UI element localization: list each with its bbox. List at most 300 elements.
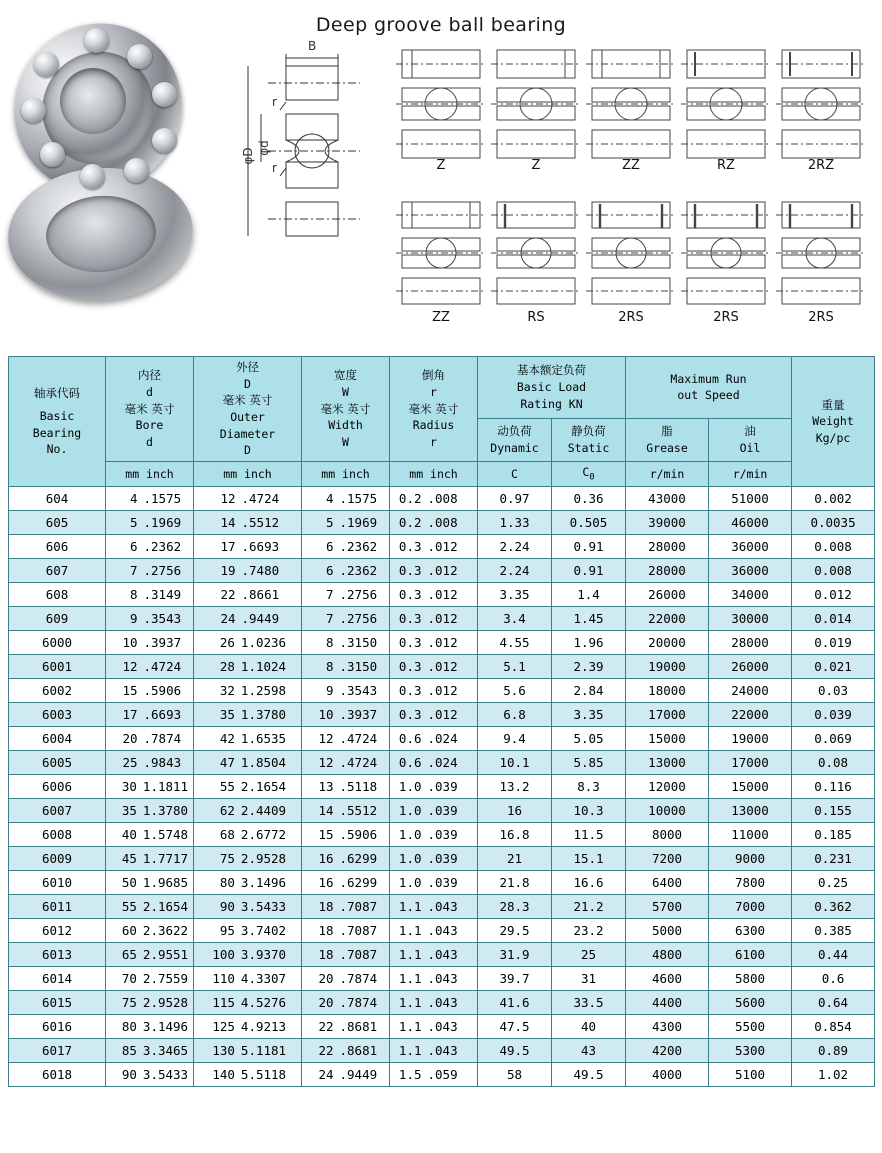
cell-bore bbox=[106, 967, 194, 991]
table-row bbox=[9, 655, 875, 679]
th-load-en1: Basic Load bbox=[516, 380, 587, 395]
cell-outer-diameter bbox=[194, 487, 302, 511]
cell-bore bbox=[106, 871, 194, 895]
cell-outer-diameter-mm: 62 bbox=[219, 803, 235, 819]
cell-outer-diameter bbox=[194, 631, 302, 655]
th-dynamic-load bbox=[478, 418, 552, 461]
cell-static-load: 3.35 bbox=[552, 703, 626, 727]
cell-bore-inch: 3.5433 bbox=[142, 1067, 189, 1083]
th-bore-sym: d bbox=[146, 385, 153, 399]
cell-width-mm: 18 bbox=[318, 947, 334, 963]
cell-oil-speed: 5300 bbox=[709, 1039, 792, 1063]
table-row bbox=[9, 607, 875, 631]
cell-outer-diameter-inch: .7480 bbox=[241, 563, 280, 579]
cell-width bbox=[302, 1015, 390, 1039]
cell-oil-speed: 5100 bbox=[709, 1063, 792, 1087]
cell-radius-mm: 0.6 bbox=[398, 755, 422, 771]
th-dynamic-cn: 动负荷 bbox=[497, 424, 532, 439]
cell-bore-inch: .2362 bbox=[143, 539, 182, 555]
th-grease-units: r/min bbox=[626, 462, 709, 487]
cell-static-load: 5.05 bbox=[552, 727, 626, 751]
cell-width-inch: .5906 bbox=[339, 827, 378, 843]
cell-weight: 0.25 bbox=[792, 871, 875, 895]
cell-width-mm: 8 bbox=[325, 635, 334, 651]
cell-width bbox=[302, 511, 390, 535]
cell-grease-speed: 28000 bbox=[626, 559, 709, 583]
cell-width-inch: .7874 bbox=[339, 971, 378, 987]
cell-radius-inch: .039 bbox=[427, 851, 458, 867]
cell-grease-speed: 18000 bbox=[626, 679, 709, 703]
cell-outer-diameter bbox=[194, 967, 302, 991]
th-width-en2: W bbox=[342, 435, 349, 450]
cell-radius-mm: 0.3 bbox=[398, 707, 422, 723]
cell-radius-mm: 1.1 bbox=[398, 1043, 422, 1059]
cell-radius-mm: 1.1 bbox=[398, 947, 422, 963]
cell-outer-diameter-inch: 2.1654 bbox=[240, 779, 287, 795]
specification-table-wrap bbox=[8, 356, 874, 1087]
cell-width-inch: .4724 bbox=[339, 731, 378, 747]
cell-bore bbox=[106, 1039, 194, 1063]
cell-bore-mm: 45 bbox=[121, 851, 137, 867]
cell-outer-diameter-inch: .5512 bbox=[241, 515, 280, 531]
cell-outer-diameter bbox=[194, 607, 302, 631]
cell-bore-mm: 7 bbox=[129, 563, 138, 579]
th-dynamic-en: Dynamic bbox=[490, 440, 539, 455]
cell-width-mm: 4 bbox=[325, 491, 334, 507]
cell-outer-diameter bbox=[194, 727, 302, 751]
th-oil-cn: 油 bbox=[744, 424, 756, 439]
cell-width bbox=[302, 559, 390, 583]
cell-grease-speed: 17000 bbox=[626, 703, 709, 727]
cell-outer-diameter bbox=[194, 847, 302, 871]
table-row bbox=[9, 823, 875, 847]
cell-bore-inch: 1.9685 bbox=[142, 875, 189, 891]
cell-dynamic-load: 3.35 bbox=[478, 583, 552, 607]
cell-width-inch: .1575 bbox=[339, 491, 378, 507]
cell-bearing-code: 6000 bbox=[9, 631, 106, 655]
th-weight-en2: Kg/pc bbox=[815, 431, 851, 446]
cell-bore-mm: 9 bbox=[129, 611, 138, 627]
cell-grease-speed: 43000 bbox=[626, 487, 709, 511]
cell-width-mm: 5 bbox=[325, 515, 334, 531]
cell-outer-diameter-mm: 24 bbox=[220, 611, 236, 627]
cell-outer-diameter bbox=[194, 871, 302, 895]
cell-oil-speed: 15000 bbox=[709, 775, 792, 799]
cell-width-inch: .8681 bbox=[339, 1019, 378, 1035]
cell-outer-diameter bbox=[194, 1063, 302, 1087]
cell-radius bbox=[390, 1039, 478, 1063]
cell-radius-inch: .008 bbox=[427, 515, 458, 531]
cell-grease-speed: 39000 bbox=[626, 511, 709, 535]
table-row bbox=[9, 751, 875, 775]
cell-outer-diameter bbox=[194, 583, 302, 607]
cell-radius-inch: .039 bbox=[427, 779, 458, 795]
cell-radius-inch: .043 bbox=[427, 947, 458, 963]
cell-bore bbox=[106, 847, 194, 871]
cell-static-load: 0.505 bbox=[552, 511, 626, 535]
cell-weight: 0.002 bbox=[792, 487, 875, 511]
cell-bore bbox=[106, 535, 194, 559]
cell-dynamic-load: 58 bbox=[478, 1063, 552, 1087]
cell-bearing-code: 6003 bbox=[9, 703, 106, 727]
cell-weight: 0.069 bbox=[792, 727, 875, 751]
cell-radius-mm: 0.2 bbox=[398, 491, 422, 507]
cell-radius bbox=[390, 679, 478, 703]
cell-static-load: 33.5 bbox=[552, 991, 626, 1015]
cell-outer-diameter-inch: .8661 bbox=[241, 587, 280, 603]
cell-width-inch: .6299 bbox=[339, 875, 378, 891]
cell-dynamic-load: 5.1 bbox=[478, 655, 552, 679]
cell-dynamic-load: 16.8 bbox=[478, 823, 552, 847]
cell-bearing-code: 6002 bbox=[9, 679, 106, 703]
cell-radius-inch: .043 bbox=[427, 1043, 458, 1059]
cell-bearing-code: 6009 bbox=[9, 847, 106, 871]
table-row bbox=[9, 535, 875, 559]
cell-bore bbox=[106, 487, 194, 511]
th-static-en: Static bbox=[567, 440, 610, 455]
cell-width-inch: .2362 bbox=[339, 563, 378, 579]
cell-bore-mm: 70 bbox=[121, 971, 137, 987]
table-row bbox=[9, 871, 875, 895]
cell-bore-mm: 20 bbox=[122, 731, 138, 747]
variant-label-7: RS bbox=[527, 310, 545, 325]
cell-radius-inch: .043 bbox=[427, 995, 458, 1011]
cell-bore bbox=[106, 703, 194, 727]
cell-bearing-code: 6014 bbox=[9, 967, 106, 991]
svg-text:φd: φd bbox=[257, 140, 271, 156]
svg-text:r: r bbox=[272, 161, 277, 175]
th-basic-load-rating bbox=[478, 357, 626, 419]
table-row bbox=[9, 799, 875, 823]
table-row bbox=[9, 775, 875, 799]
cell-bore-mm: 50 bbox=[121, 875, 137, 891]
cell-grease-speed: 26000 bbox=[626, 583, 709, 607]
cell-bore-inch: .3937 bbox=[143, 635, 182, 651]
cell-oil-speed: 6300 bbox=[709, 919, 792, 943]
cell-bearing-code: 6015 bbox=[9, 991, 106, 1015]
cell-radius-inch: .012 bbox=[427, 635, 458, 651]
cell-outer-diameter-mm: 80 bbox=[219, 875, 235, 891]
cell-bore-mm: 65 bbox=[121, 947, 137, 963]
cell-weight: 0.019 bbox=[792, 631, 875, 655]
cell-bore bbox=[106, 631, 194, 655]
cell-radius-inch: .012 bbox=[427, 539, 458, 555]
cell-radius-mm: 0.3 bbox=[398, 563, 422, 579]
cell-radius-mm: 1.0 bbox=[398, 875, 422, 891]
table-row bbox=[9, 967, 875, 991]
th-oil bbox=[709, 418, 792, 461]
cell-outer-diameter-inch: 1.6535 bbox=[240, 731, 287, 747]
cell-dynamic-load: 16 bbox=[478, 799, 552, 823]
cell-outer-diameter bbox=[194, 943, 302, 967]
cell-static-load: 1.45 bbox=[552, 607, 626, 631]
th-grease-en: Grease bbox=[646, 440, 688, 455]
cell-radius bbox=[390, 919, 478, 943]
cell-width-inch: .7087 bbox=[339, 899, 378, 915]
th-outer-en2: Diameter bbox=[219, 426, 276, 441]
cell-radius bbox=[390, 607, 478, 631]
cell-static-load: 1.96 bbox=[552, 631, 626, 655]
cell-dynamic-load: 28.3 bbox=[478, 895, 552, 919]
cell-bore-inch: .3543 bbox=[143, 611, 182, 627]
cell-bore-inch: .1575 bbox=[143, 491, 182, 507]
cell-radius-inch: .059 bbox=[427, 1067, 458, 1083]
cell-outer-diameter bbox=[194, 919, 302, 943]
th-width-cn1: 宽度 bbox=[334, 368, 357, 383]
cell-radius-mm: 1.1 bbox=[398, 899, 422, 915]
cell-width bbox=[302, 679, 390, 703]
table-row bbox=[9, 1039, 875, 1063]
cell-outer-diameter-mm: 125 bbox=[212, 1019, 235, 1035]
cell-radius-inch: .043 bbox=[427, 923, 458, 939]
cell-width bbox=[302, 631, 390, 655]
cell-outer-diameter-inch: .6693 bbox=[241, 539, 280, 555]
cell-dynamic-load: 4.55 bbox=[478, 631, 552, 655]
table-row bbox=[9, 1063, 875, 1087]
cell-outer-diameter-mm: 19 bbox=[220, 563, 236, 579]
cell-bore bbox=[106, 1015, 194, 1039]
cell-width bbox=[302, 487, 390, 511]
cell-bearing-code: 6018 bbox=[9, 1063, 106, 1087]
cell-width bbox=[302, 1039, 390, 1063]
cell-width-inch: .7087 bbox=[339, 947, 378, 963]
cell-bearing-code: 6012 bbox=[9, 919, 106, 943]
cell-radius-mm: 1.1 bbox=[398, 971, 422, 987]
cell-radius bbox=[390, 775, 478, 799]
th-radius-en2: r bbox=[430, 435, 437, 450]
table-header-row-3 bbox=[9, 462, 875, 487]
cell-outer-diameter-mm: 90 bbox=[219, 899, 235, 915]
th-bore-cn1: 内径 bbox=[138, 368, 161, 383]
cell-bore-inch: .5906 bbox=[143, 683, 182, 699]
cell-dynamic-load: 0.97 bbox=[478, 487, 552, 511]
cell-bore bbox=[106, 775, 194, 799]
th-outer-en3: D bbox=[244, 443, 251, 458]
cell-static-load: 10.3 bbox=[552, 799, 626, 823]
cell-outer-diameter-mm: 130 bbox=[212, 1043, 235, 1059]
th-outer-sym: D bbox=[244, 376, 251, 391]
cell-dynamic-load: 49.5 bbox=[478, 1039, 552, 1063]
cell-bore-mm: 90 bbox=[121, 1067, 137, 1083]
cell-width-inch: .3937 bbox=[339, 707, 378, 723]
cell-radius bbox=[390, 991, 478, 1015]
cell-width-mm: 7 bbox=[325, 611, 334, 627]
cell-bore-inch: 3.3465 bbox=[142, 1043, 189, 1059]
cell-radius-mm: 0.3 bbox=[398, 659, 422, 675]
cell-bearing-code: 604 bbox=[9, 487, 106, 511]
cell-weight: 0.03 bbox=[792, 679, 875, 703]
th-dynamic-symbol: C bbox=[478, 462, 552, 487]
cell-outer-diameter-inch: 2.9528 bbox=[240, 851, 287, 867]
cell-static-load: 0.36 bbox=[552, 487, 626, 511]
variant-label-5: 2RZ bbox=[807, 158, 835, 173]
cell-outer-diameter-mm: 55 bbox=[219, 779, 235, 795]
cell-static-load: 25 bbox=[552, 943, 626, 967]
th-bore-en2: d bbox=[146, 435, 153, 450]
table-row bbox=[9, 703, 875, 727]
cell-oil-speed: 13000 bbox=[709, 799, 792, 823]
cell-bearing-code: 6005 bbox=[9, 751, 106, 775]
cell-width bbox=[302, 991, 390, 1015]
cell-radius-inch: .012 bbox=[427, 707, 458, 723]
cell-outer-diameter bbox=[194, 679, 302, 703]
cell-bore bbox=[106, 895, 194, 919]
cell-grease-speed: 5000 bbox=[626, 919, 709, 943]
th-radius-units: mm inch bbox=[390, 462, 478, 487]
cell-outer-diameter-mm: 22 bbox=[220, 587, 236, 603]
cell-outer-diameter-inch: .9449 bbox=[241, 611, 280, 627]
cell-weight: 0.854 bbox=[792, 1015, 875, 1039]
cell-outer-diameter bbox=[194, 511, 302, 535]
cell-width bbox=[302, 895, 390, 919]
th-bore-cn2: 毫米 英寸 bbox=[124, 401, 175, 416]
cell-width bbox=[302, 727, 390, 751]
cell-outer-diameter-inch: 3.7402 bbox=[240, 923, 287, 939]
cell-bore-inch: .2756 bbox=[143, 563, 182, 579]
cell-radius bbox=[390, 895, 478, 919]
cell-bore bbox=[106, 991, 194, 1015]
cell-bearing-code: 6011 bbox=[9, 895, 106, 919]
cell-radius-inch: .024 bbox=[427, 755, 458, 771]
cell-bore-mm: 10 bbox=[122, 635, 138, 651]
cell-width-inch: .3150 bbox=[339, 635, 378, 651]
cell-width-mm: 16 bbox=[318, 851, 334, 867]
cell-width-mm: 12 bbox=[318, 731, 334, 747]
cell-weight: 0.362 bbox=[792, 895, 875, 919]
cell-oil-speed: 17000 bbox=[709, 751, 792, 775]
cell-bore bbox=[106, 607, 194, 631]
cell-bore-mm: 17 bbox=[122, 707, 138, 723]
cell-grease-speed: 7200 bbox=[626, 847, 709, 871]
cell-weight: 0.116 bbox=[792, 775, 875, 799]
illustration-area bbox=[0, 0, 882, 348]
cell-bore-inch: .3149 bbox=[143, 587, 182, 603]
cell-grease-speed: 5700 bbox=[626, 895, 709, 919]
cell-bore-inch: 2.3622 bbox=[142, 923, 189, 939]
cell-bearing-code: 607 bbox=[9, 559, 106, 583]
cell-width-mm: 15 bbox=[318, 827, 334, 843]
variant-drawings-row2 bbox=[392, 196, 870, 316]
cell-weight: 0.014 bbox=[792, 607, 875, 631]
cell-oil-speed: 9000 bbox=[709, 847, 792, 871]
cell-radius-inch: .012 bbox=[427, 659, 458, 675]
cell-radius-inch: .043 bbox=[427, 971, 458, 987]
cell-radius-mm: 0.3 bbox=[398, 611, 422, 627]
cell-radius-inch: .039 bbox=[427, 875, 458, 891]
cell-radius-mm: 1.0 bbox=[398, 827, 422, 843]
cell-outer-diameter bbox=[194, 703, 302, 727]
cell-weight: 0.039 bbox=[792, 703, 875, 727]
cell-bore bbox=[106, 1063, 194, 1087]
cell-radius bbox=[390, 583, 478, 607]
cell-radius bbox=[390, 847, 478, 871]
cell-bore-mm: 15 bbox=[122, 683, 138, 699]
table-row bbox=[9, 631, 875, 655]
cell-outer-diameter-inch: 2.6772 bbox=[240, 827, 287, 843]
cell-width-mm: 6 bbox=[325, 539, 334, 555]
cell-oil-speed: 30000 bbox=[709, 607, 792, 631]
cell-grease-speed: 6400 bbox=[626, 871, 709, 895]
cell-grease-speed: 15000 bbox=[626, 727, 709, 751]
cell-radius-inch: .012 bbox=[427, 683, 458, 699]
cell-outer-diameter bbox=[194, 559, 302, 583]
cell-radius-mm: 0.3 bbox=[398, 635, 422, 651]
th-oil-en: Oil bbox=[739, 440, 761, 455]
cell-weight: 0.155 bbox=[792, 799, 875, 823]
cell-radius bbox=[390, 487, 478, 511]
th-grease bbox=[626, 418, 709, 461]
cell-radius-mm: 1.1 bbox=[398, 995, 422, 1011]
cell-width-mm: 22 bbox=[318, 1019, 334, 1035]
th-static-symbol: $C_0$ bbox=[552, 462, 626, 487]
cell-grease-speed: 4800 bbox=[626, 943, 709, 967]
cell-outer-diameter-inch: 5.1181 bbox=[240, 1043, 287, 1059]
cell-radius bbox=[390, 799, 478, 823]
cell-static-load: 15.1 bbox=[552, 847, 626, 871]
cell-radius-inch: .008 bbox=[427, 491, 458, 507]
svg-text:B: B bbox=[308, 39, 317, 53]
cell-static-load: 49.5 bbox=[552, 1063, 626, 1087]
cell-bore-mm: 55 bbox=[121, 899, 137, 915]
th-bearing-code bbox=[9, 357, 106, 487]
cell-width-mm: 6 bbox=[325, 563, 334, 579]
cell-grease-speed: 4300 bbox=[626, 1015, 709, 1039]
cell-radius bbox=[390, 631, 478, 655]
cell-width-inch: .9449 bbox=[339, 1067, 378, 1083]
cell-bore-mm: 12 bbox=[122, 659, 138, 675]
table-header-row-1 bbox=[9, 357, 875, 419]
cell-radius bbox=[390, 1015, 478, 1039]
th-width-en1: Width bbox=[328, 418, 363, 433]
cell-dynamic-load: 41.6 bbox=[478, 991, 552, 1015]
cell-bore bbox=[106, 655, 194, 679]
cell-width-inch: .1969 bbox=[339, 515, 378, 531]
cell-oil-speed: 5500 bbox=[709, 1015, 792, 1039]
cell-width-mm: 9 bbox=[325, 683, 334, 699]
cell-bore-inch: 1.3780 bbox=[142, 803, 189, 819]
cell-grease-speed: 8000 bbox=[626, 823, 709, 847]
page-title: Deep groove ball bearing bbox=[315, 14, 567, 36]
cell-weight: 0.0035 bbox=[792, 511, 875, 535]
cell-outer-diameter-mm: 28 bbox=[219, 659, 235, 675]
cell-width bbox=[302, 775, 390, 799]
cell-width-inch: .2362 bbox=[339, 539, 378, 555]
cell-radius-mm: 1.0 bbox=[398, 803, 422, 819]
th-oil-units: r/min bbox=[709, 462, 792, 487]
table-row bbox=[9, 679, 875, 703]
table-row bbox=[9, 895, 875, 919]
cell-outer-diameter bbox=[194, 535, 302, 559]
cell-bore-inch: .9843 bbox=[143, 755, 182, 771]
table-row bbox=[9, 991, 875, 1015]
cell-dynamic-load: 39.7 bbox=[478, 967, 552, 991]
cell-bearing-code: 606 bbox=[9, 535, 106, 559]
cell-width-inch: .8681 bbox=[339, 1043, 378, 1059]
cell-bearing-code: 605 bbox=[9, 511, 106, 535]
cell-outer-diameter-inch: 4.3307 bbox=[240, 971, 287, 987]
cell-outer-diameter-inch: 4.5276 bbox=[240, 995, 287, 1011]
cell-width bbox=[302, 655, 390, 679]
cell-weight: 0.64 bbox=[792, 991, 875, 1015]
th-radius-cn2: 毫米 英寸 bbox=[408, 401, 459, 416]
cell-bore-mm: 25 bbox=[122, 755, 138, 771]
cell-outer-diameter-mm: 32 bbox=[219, 683, 235, 699]
cell-dynamic-load: 2.24 bbox=[478, 559, 552, 583]
cell-width bbox=[302, 847, 390, 871]
th-grease-cn: 脂 bbox=[661, 424, 673, 439]
cell-static-load: 1.4 bbox=[552, 583, 626, 607]
cell-weight: 0.008 bbox=[792, 559, 875, 583]
